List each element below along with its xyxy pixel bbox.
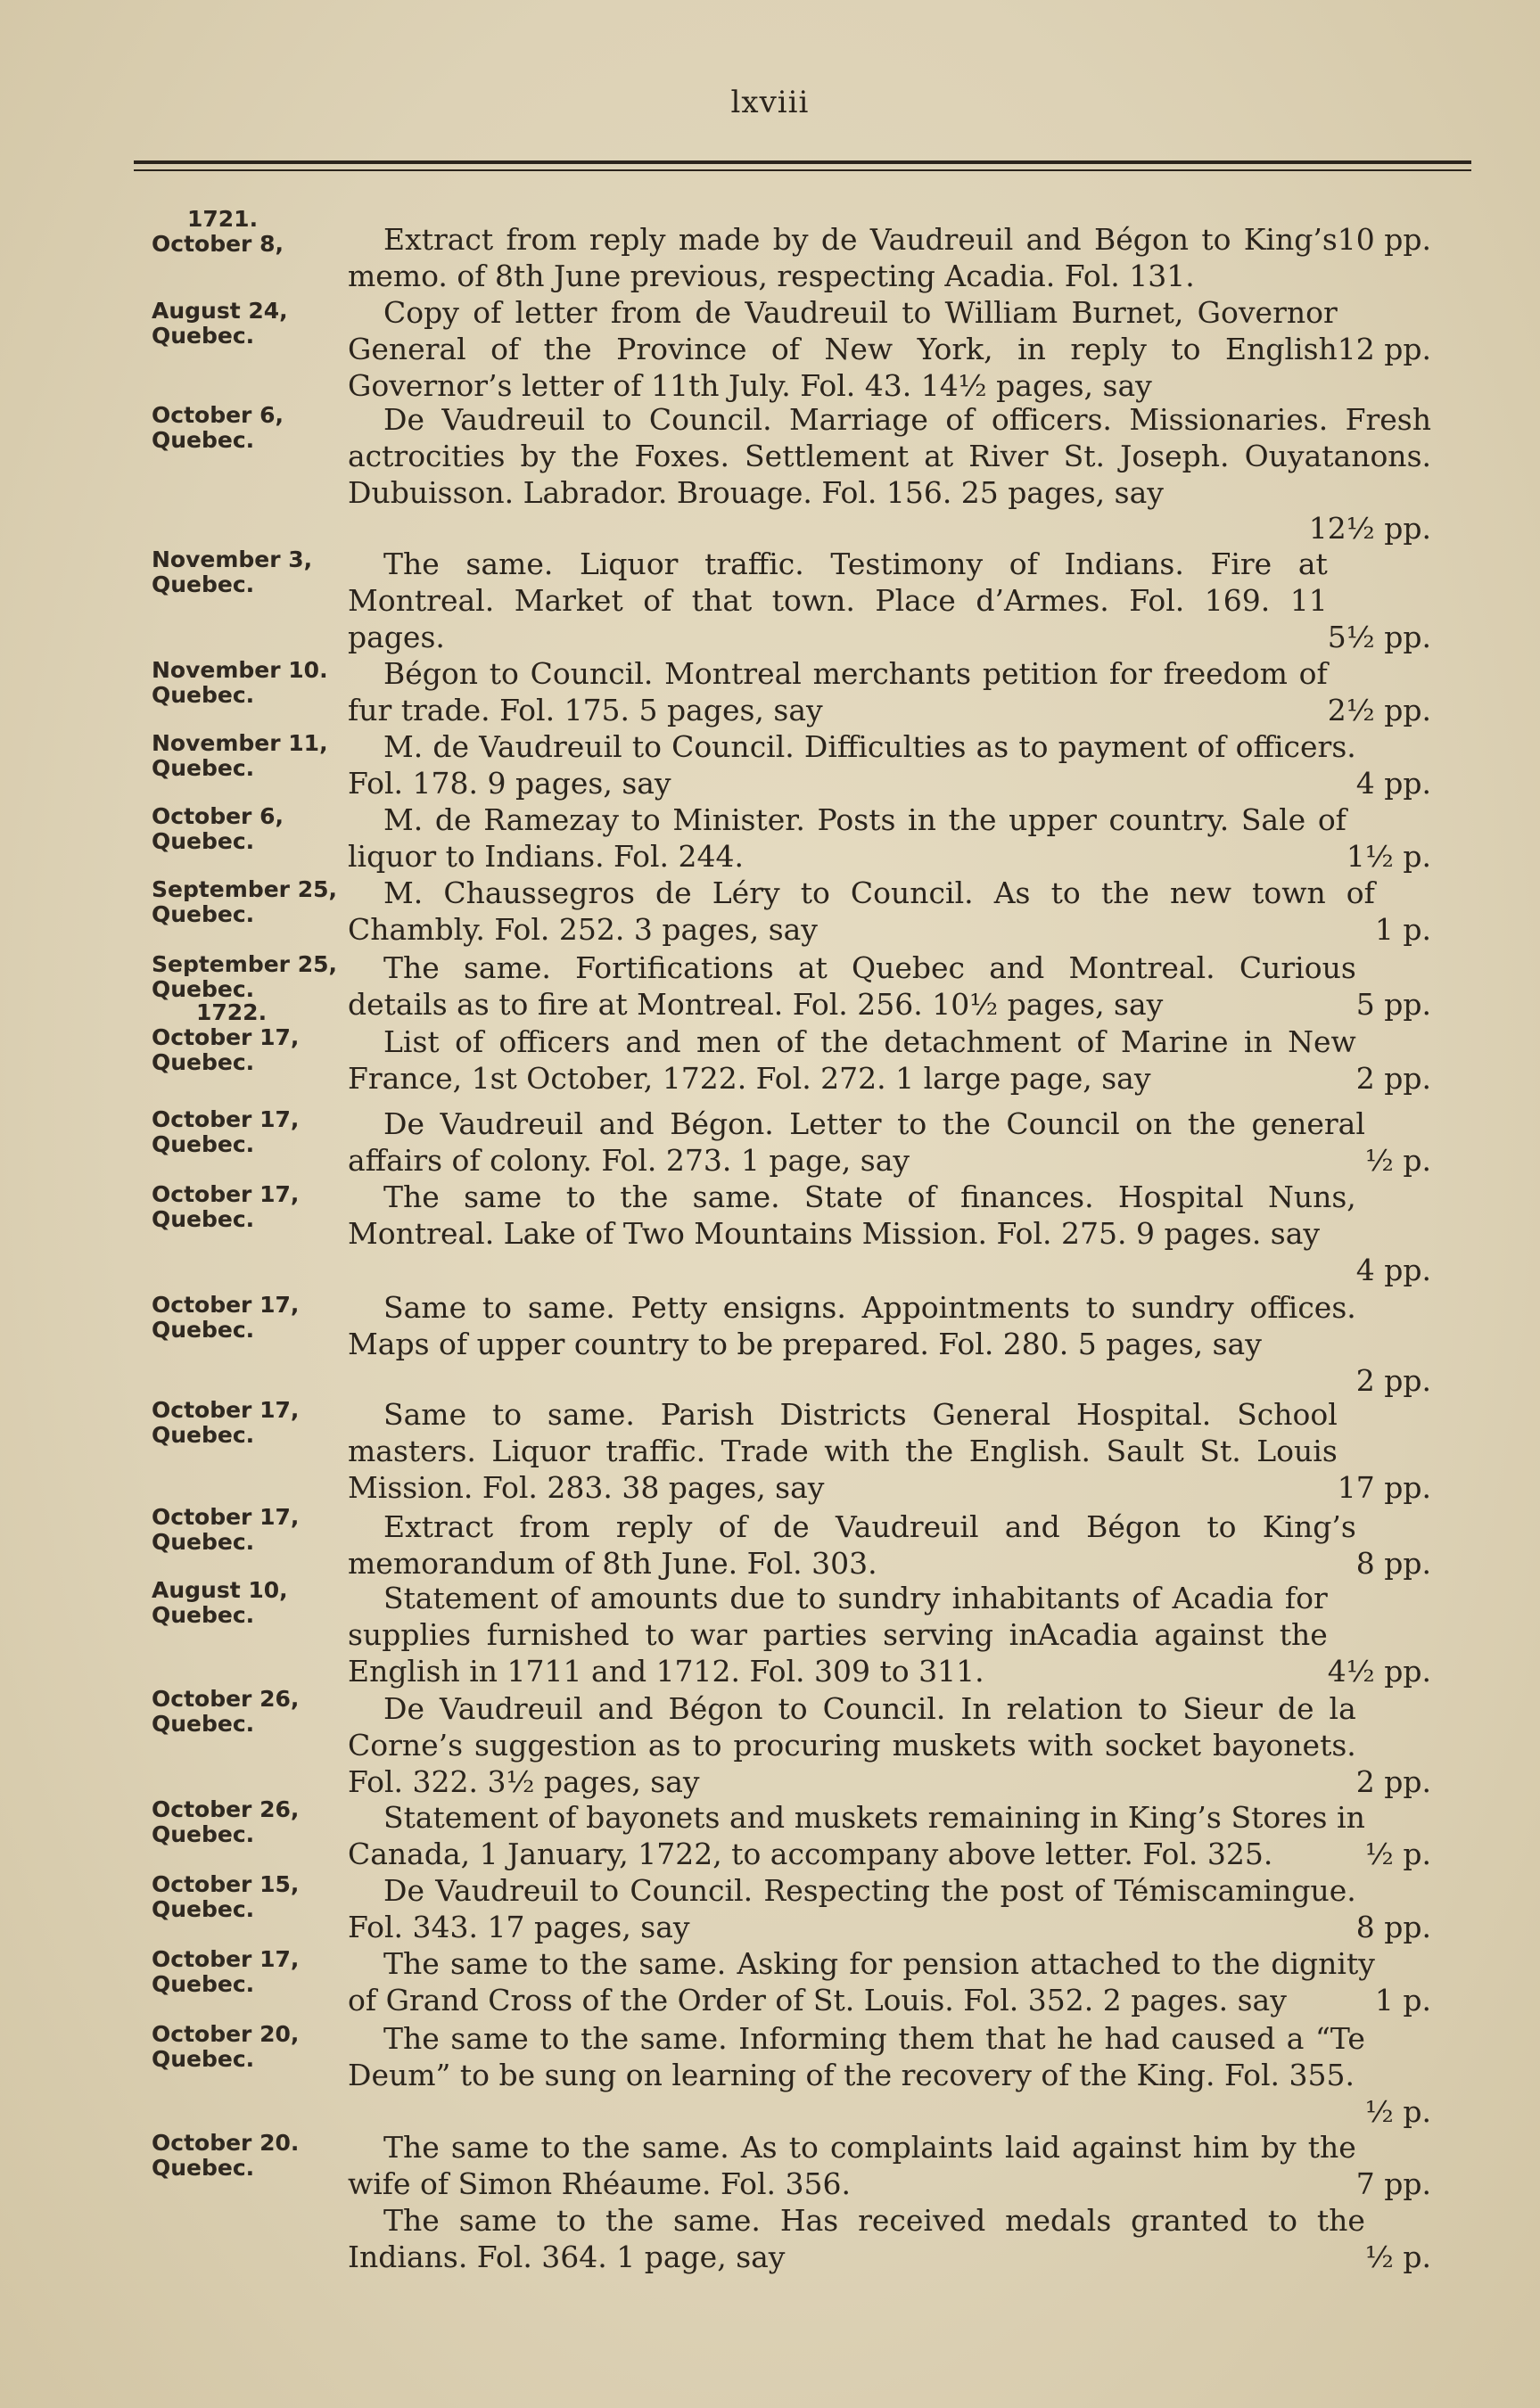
entry-date: October 15, [152,1871,300,1897]
entry-place: Quebec. [152,2155,255,2181]
entry-text: The same. Fortifications at Quebec and Montreal. Curious details as to fire at Montreal. Fol. 256. 10½ pages, say [348,950,1356,1022]
entry-date: October 26, [152,1686,300,1712]
entry-date: October 20, [152,2021,300,2047]
entry-text: The same to the same. As to complaints laid against him by the wife of Simon Rhéaume. Fol. 356. [348,2130,1356,2201]
entry-place: Quebec. [152,1422,255,1448]
entry-text: M. Chaussegros de Léry to Council. As to the new town of Chambly. Fol. 252. 3 pages, say [348,875,1375,947]
entry-date: October 17, [152,1106,300,1132]
entry-place: Quebec. [152,682,255,708]
entry-pages: 2½ pp. [1327,693,1431,727]
entry-date: October 17, [152,1181,300,1207]
entry-pages: 4 pp. [1355,766,1431,801]
entry-place: Quebec. [152,1206,255,1232]
entry-pages: 1 p. [1374,1983,1431,2018]
entry-text: The same. Liquor traffic. Testimony of Indians. Fire at Montreal. Market of that town. Place d’Armes. Fol. 169. 11 pages. [348,547,1328,654]
entry-pages: 5 pp. [1355,987,1431,1022]
entry-date: August 10, [152,1577,288,1603]
entry-date: October 20. [152,2130,300,2156]
entry-date: October 17, [152,1292,300,1318]
entry-place: Quebec. [152,755,255,781]
entry-pages: ½ p. [1364,1837,1431,1871]
entry-text: De Vaudreuil to Council. Marriage of officers. Missionaries. Fresh actrocities by the Foxes. Settlement at River St. Joseph. Ouyatanons. Dubuisson. Labrador. Brouage. Fol. 156. 25 pages, say [348,402,1431,510]
page-number: lxviii [730,85,810,120]
entry-date: October 17, [152,1946,300,1972]
entry-date: October 6, [152,803,284,829]
entry-pages: 17 pp. [1337,1470,1431,1505]
entry-place: Quebec. [152,1049,255,1075]
entry-place: Quebec. [152,571,255,597]
entry-pages: 4½ pp. [1327,1654,1431,1689]
entry-place: Quebec. [152,1971,255,1997]
entry-text: Extract from reply of de Vaudreuil and Bégon to King’s memorandum of 8th June. Fol. 303. [348,1509,1356,1581]
entry-place: Quebec. [152,1529,255,1555]
entry-date: September 25, [152,876,337,902]
entry-pages: 2 pp. [1355,1764,1431,1799]
entry-date: October 17, [152,1397,300,1423]
entry-place: Quebec. [152,323,255,349]
entry-text: M. de Vaudreuil to Council. Difficulties as to payment of officers. Fol. 178. 9 pages, say [348,729,1356,801]
entry-date: October 17, [152,1024,300,1050]
year-label: 1722. [196,999,268,1025]
entry-place: Quebec. [152,1602,255,1628]
entry-text: List of officers and men of the detachment of Marine in New France, 1st October, 1722. Fol. 272. 1 large page, say [348,1024,1356,1096]
entry-pages: ½ p. [1364,2094,1431,2129]
entry-pages: 1 p. [1374,912,1431,947]
entry-pages: 7 pp. [1355,2166,1431,2201]
entry-text: De Vaudreuil and Bégon. Letter to the Council on the general affairs of colony. Fol. 273. 1 page, say [348,1106,1365,1178]
entry-text: M. de Ramezay to Minister. Posts in the upper country. Sale of liquor to Indians. Fol. 244. [348,802,1346,874]
entry-text: Statement of amounts due to sundry inhabitants of Acadia for supplies furnished to war parties serving inAcadia against the English in 1711 and 1712. Fol. 309 to 311. [348,1581,1328,1689]
entry-pages: 12½ pp. [1308,511,1431,546]
entry-pages: 12 pp. [1337,332,1431,366]
entry-pages: 2 pp. [1355,1363,1431,1398]
entry-date: October 26, [152,1796,300,1822]
entry-date: October 8, [152,231,284,257]
entry-place: Quebec. [152,828,255,854]
entry-text: The same to the same. State of finances. Hospital Nuns, Montreal. Lake of Two Mountains Mission. Fol. 275. 9 pages. say [348,1179,1356,1251]
entry-pages: 5½ pp. [1327,620,1431,654]
entry-place: Quebec. [152,427,255,453]
entry-pages: 8 pp. [1355,1910,1431,1944]
year-label: 1721. [187,206,259,232]
entry-pages: 2 pp. [1355,1061,1431,1096]
entry-pages: ½ p. [1364,1143,1431,1178]
entry-date: November 3, [152,547,313,572]
entry-text: Same to same. Parish Districts General Hospital. School masters. Liquor traffic. Trade with the English. Sault St. Louis Mission. Fol. 283. 38 pages, say [348,1397,1338,1505]
entry-place: Quebec. [152,1317,255,1343]
entry-date: August 24, [152,298,288,324]
entry-place: Quebec. [152,976,255,1002]
entry-place: Quebec. [152,1821,255,1847]
entry-pages: ½ p. [1364,2240,1431,2274]
entry-text: Copy of letter from de Vaudreuil to William Burnet, Governor General of the Province of New York, in reply to English Governor’s letter of 11th July. Fol. 43. 14½ pages, say [348,295,1338,403]
entry-place: Quebec. [152,1896,255,1922]
entry-date: November 11, [152,730,328,756]
entry-date: November 10. [152,657,328,683]
entry-text: De Vaudreuil and Bégon to Council. In relation to Sieur de la Corne’s suggestion as to procuring muskets with socket bayonets. Fol. 322. 3½ pages, say [348,1691,1356,1799]
entry-pages: 1½ p. [1346,839,1431,874]
entry-pages: 10 pp. [1337,222,1431,257]
entry-text: De Vaudreuil to Council. Respecting the post of Témiscamingue. Fol. 343. 17 pages, say [348,1873,1356,1944]
entry-text: Extract from reply made by de Vaudreuil and Bégon to King’s memo. of 8th June previous, respecting Acadia. Fol. 131. [348,222,1338,293]
entry-text: Bégon to Council. Montreal merchants petition for freedom of fur trade. Fol. 175. 5 pages, say [348,656,1328,727]
entry-pages: 4 pp. [1355,1253,1431,1287]
entry-pages: 8 pp. [1355,1546,1431,1581]
entry-place: Quebec. [152,1131,255,1157]
entry-place: Quebec. [152,2046,255,2072]
entry-place: Quebec. [152,901,255,927]
entry-place: Quebec. [152,1711,255,1737]
entry-text: The same to the same. Asking for pension attached to the dignity of Grand Cross of the Order of St. Louis. Fol. 352. 2 pages. say [348,1946,1375,2018]
entry-text: Same to same. Petty ensigns. Appointments to sundry offices. Maps of upper country to be prepared. Fol. 280. 5 pages, say [348,1290,1356,1361]
entry-date: October 17, [152,1504,300,1530]
entry-text: The same to the same. Has received medals granted to the Indians. Fol. 364. 1 page, say [348,2203,1365,2274]
entry-text: Statement of bayonets and muskets remaining in King’s Stores in Canada, 1 January, 1722, to accompany above letter. Fol. 325. [348,1800,1365,1871]
entry-date: October 6, [152,402,284,428]
entry-text: The same to the same. Informing them that he had caused a “Te Deum” to be sung on learning of the recovery of the King. Fol. 355. [348,2021,1365,2092]
entry-date: September 25, [152,951,337,977]
